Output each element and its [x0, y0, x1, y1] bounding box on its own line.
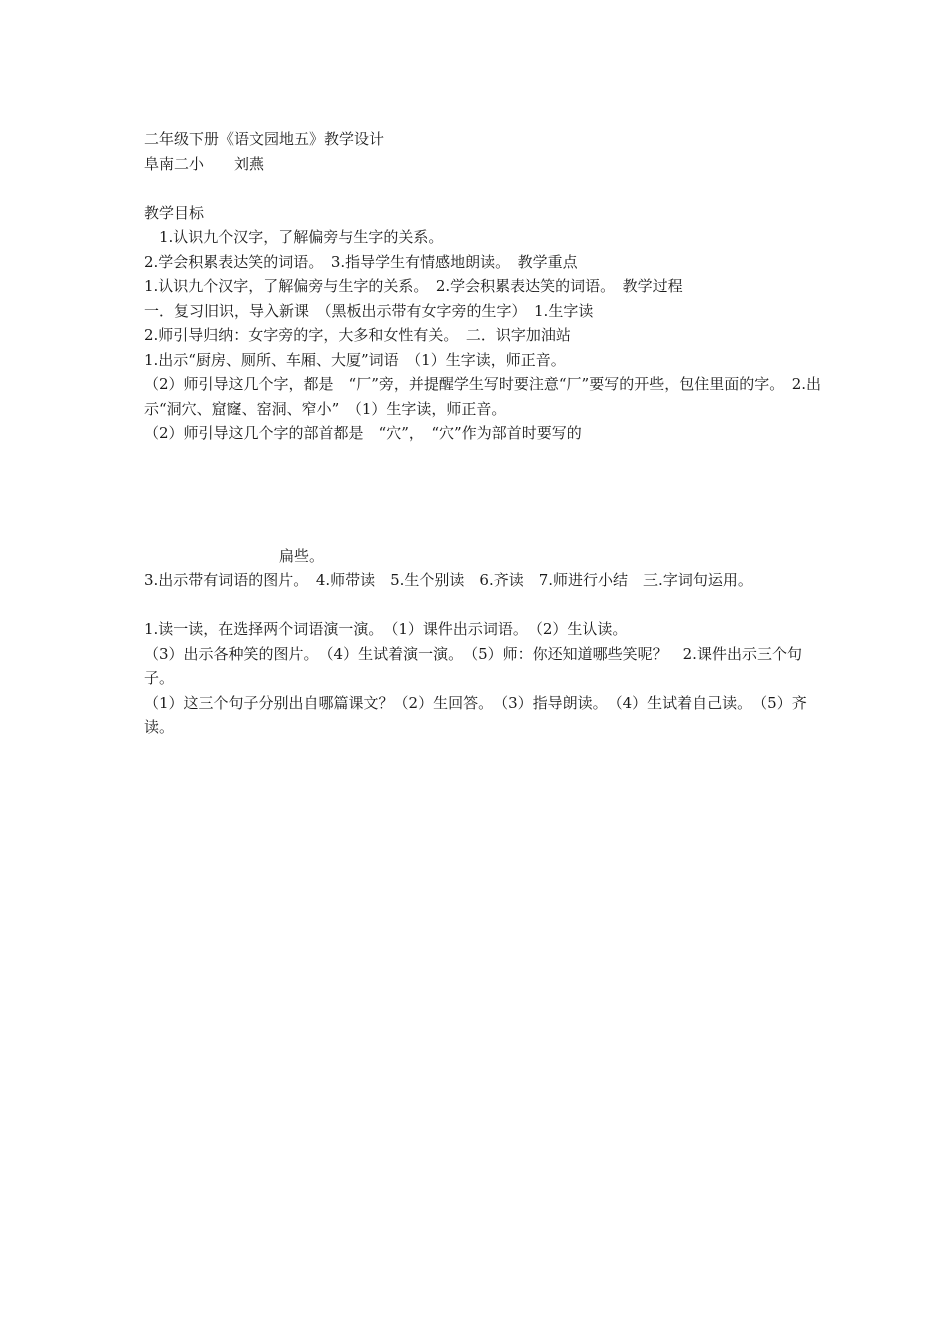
- page-gap: [144, 446, 824, 544]
- text-line: 2.师引导归纳：女字旁的字，大多和女性有关。 二．识字加油站: [144, 326, 571, 344]
- text-paragraph: （1）这三个句子分别出自哪篇课文？（2）生回答。 （3）指导朗读。 （4）生试着自己读。 （5）齐读。: [144, 693, 807, 736]
- goals-heading: 教学目标: [144, 203, 205, 222]
- text-line: 1.认识九个汉字，了解偏旁与生字的关系。 2.学会积累表达笑的词语。 教学过程: [144, 277, 683, 295]
- text-line: 1.出示“厨房、厕所、车厢、大厦”词语 （1）生字读，师正音。: [144, 350, 566, 369]
- text-paragraph: （3）出示各种笑的图片。 （4）生试着演一演。 （5）师：你还知道哪些笑呢？ 2.课件出示三个句子。: [144, 644, 802, 687]
- text-line: 1.读一读，在选择两个词语演一演。 （1）课件出示词语。 （2）生认读。: [144, 620, 628, 638]
- text-paragraph: （2）师引导这几个字，都是 “厂”旁，并提醒学生写时要注意“厂”要写的开些，包住里面的字。 2.出示“洞穴、窟窿、窑洞、窄小” （1）生字读，师正音。: [144, 375, 822, 418]
- text-line: 1.认识九个汉字，了解偏旁与生字的关系。: [159, 228, 444, 246]
- blank-line: [144, 593, 824, 618]
- text-line: 一．复习旧识，导入新课 （黑板出示带有女字旁的生字） 1.生字读: [144, 301, 594, 320]
- text-line: 3.出示带有词语的图片。 4.师带读 5.生个别读 6.齐读 7.师进行小结 三.字词句运用。: [144, 571, 753, 589]
- text-line: （2）师引导这几个字的部首都是 “穴”， “穴”作为部首时要写的: [144, 424, 582, 442]
- continuation-line: 扁些。: [279, 546, 325, 565]
- document-title: 二年级下册《语文园地五》教学设计: [144, 130, 385, 148]
- blank-line: [144, 176, 824, 201]
- document-body: [144, 127, 824, 740]
- text-line: 2.学会积累表达笑的词语。 3.指导学生有情感地朗读。 教学重点: [144, 252, 578, 271]
- author-line: 阜南二小 刘燕: [144, 154, 265, 173]
